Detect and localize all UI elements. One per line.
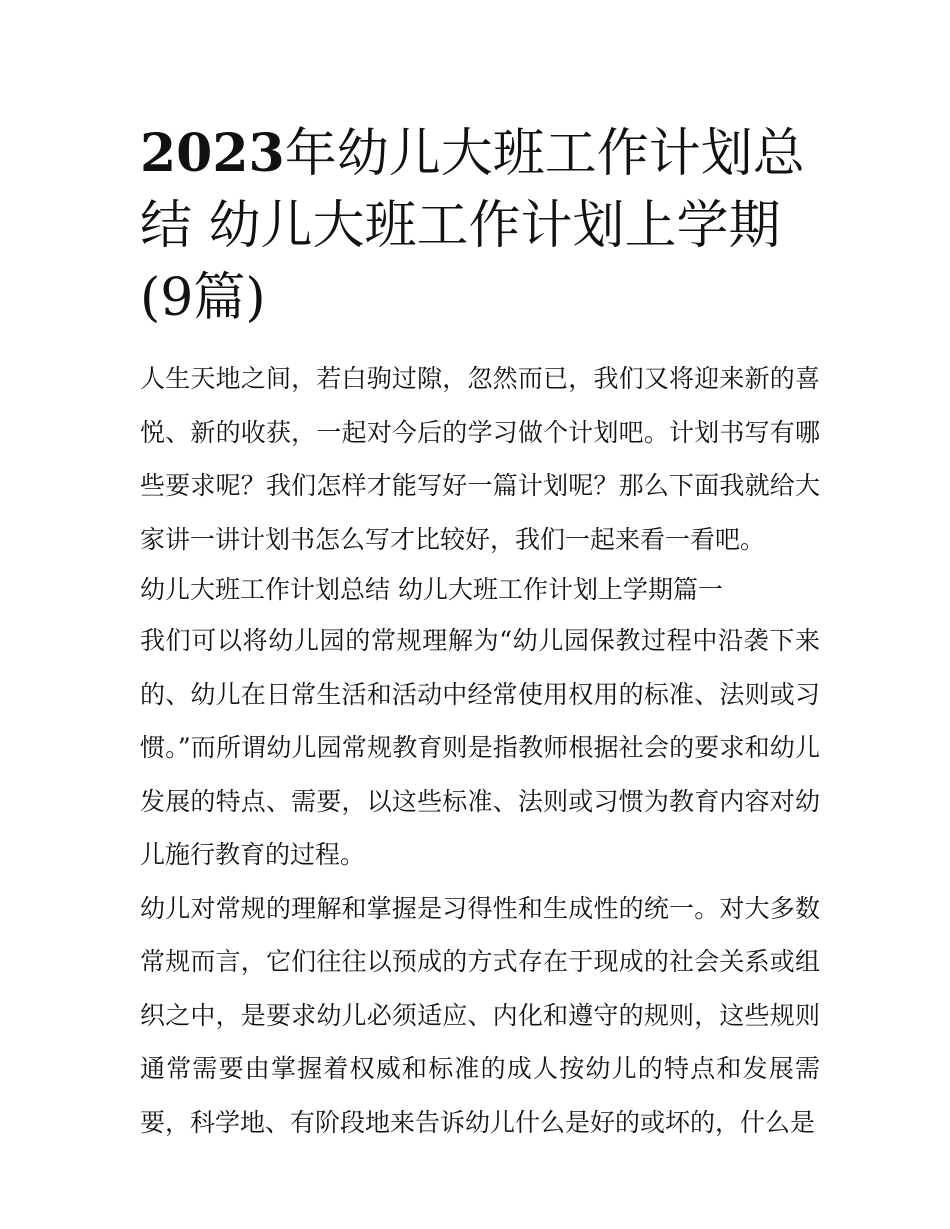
section-heading: 幼儿大班工作计划总结 幼儿大班工作计划上学期篇一 (140, 575, 723, 604)
title-year: 2023 (140, 123, 285, 184)
body-paragraph-2: 幼儿对常规的理解和掌握是习得性和生成性的统一。对大多数常规而言，它们往往以预成的方式存在于现成的社会关系或组织之中，是要求幼儿必须适应、内化和遵守的规则，这些规则通常需要由掌握着权威和标准的成人按幼儿的特点和发展需要，科学地、有阶段地来告诉幼儿什么是好的或坏的，什么是 (140, 893, 820, 1137)
body-paragraph-1: 我们可以将幼儿园的常规理解为“幼儿园保教过程中沿袭下来的、幼儿在日常生活和活动中经常使用权用的标准、法则或习惯。”而所谓幼儿园常规教育则是指教师根据社会的要求和幼儿发展的特点、需要，以这些标准、法则或习惯为教育内容对幼儿施行教育的过程。 (140, 626, 820, 869)
intro-paragraph: 人生天地之间，若白驹过隙，忽然而已，我们又将迎来新的喜悦、新的收获，一起对今后的学习做个计划吧。计划书写有哪些要求呢？我们怎样才能写好一篇计划呢？那么下面我就给大家讲一讲计划书怎么写才比较好，我们一起来看一看吧。 (140, 364, 820, 554)
document-title (140, 118, 830, 334)
title-text: 年幼儿大班工作计划总结 幼儿大班工作计划上学期(9篇) (140, 124, 805, 328)
document-body (140, 352, 820, 1149)
